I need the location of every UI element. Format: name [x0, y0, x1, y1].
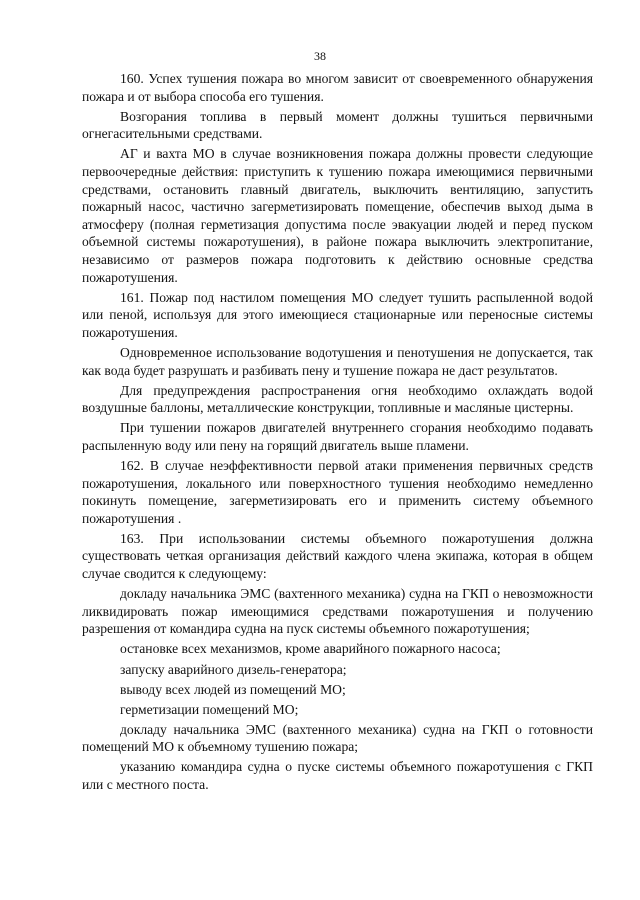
- paragraph-fuel-ignition: Возгорания топлива в первый момент должны тушиться первичными огнегасительными средствами.: [82, 108, 593, 142]
- list-item: докладу начальника ЭМС (вахтенного механика) судна на ГКП о невозможности ликвидировать пожар имеющимися средствами пожаротушения и получению разрешения от командира судна на пуск системы объемного пожаротушения;: [82, 586, 593, 637]
- list-item: запуску аварийного дизель-генератора;: [120, 661, 347, 677]
- page-number: 38: [314, 49, 326, 63]
- document-body: [82, 70, 593, 796]
- list-item: герметизации помещений МО;: [120, 701, 299, 717]
- list-item: указанию командира судна о пуске системы объемного пожаротушения с ГКП или с местного поста.: [82, 759, 593, 793]
- paragraph-160: 160. Успех тушения пожара во многом зависит от своевременного обнаружения пожара и от выбора способа его тушения.: [82, 71, 593, 104]
- list-item: выводу всех людей из помещений МО;: [120, 681, 346, 697]
- paragraph-161: 161. Пожар под настилом помещения МО следует тушить распыленной водой или пеной, используя для этого имеющиеся стационарные или переносные системы пожаротушения.: [82, 289, 593, 340]
- paragraph-162: 162. В случае неэффективности первой атаки применения первичных средств пожаротушения, локального или поверхностного тушения необходимо немедленно покинуть помещение, загерметизировать его и применить систему объемного пожаротушения .: [82, 457, 593, 526]
- paragraph-cooling: Для предупреждения распространения огня необходимо охлаждать водой воздушные баллоны, металлические конструкции, топливные и масляные цистерны.: [82, 382, 593, 416]
- paragraph-engines: При тушении пожаров двигателей внутреннего сгорания необходимо подавать распыленную воду или пену на горящий двигатель выше пламени.: [82, 420, 593, 453]
- paragraph-first-actions: АГ и вахта МО в случае возникновения пожара должны провести следующие первоочередные действия: приступить к тушению пожара имеющимися первичными средствами, остановить главный двигатель, выключить вентиляцию, запустить пожарный насос, частично загерметизировать помещение, обеспечив выход дыма в атмосферу (полная герметизация допустима после эвакуации людей и перед пуском объемной системы пожаротушения), в районе пожара выключить электропитание, независимо от размеров пожара подготовить к действию основные средства пожаротушения.: [82, 146, 593, 285]
- paragraph-no-simultaneous: Одновременное использование водотушения и пенотушения не допускается, так как вода будет разрушать и разбивать пену и тушение пожара не даст результатов.: [82, 344, 593, 378]
- list-item: докладу начальника ЭМС (вахтенного механика) судна на ГКП о готовности помещений МО к объемному тушению пожара;: [82, 721, 593, 755]
- paragraph-163: 163. При использовании системы объемного пожаротушения должна существовать четкая организация действий каждого члена экипажа, которая в общем случае сводится к следующему:: [82, 530, 593, 582]
- list-item: остановке всех механизмов, кроме аварийного пожарного насоса;: [120, 641, 501, 657]
